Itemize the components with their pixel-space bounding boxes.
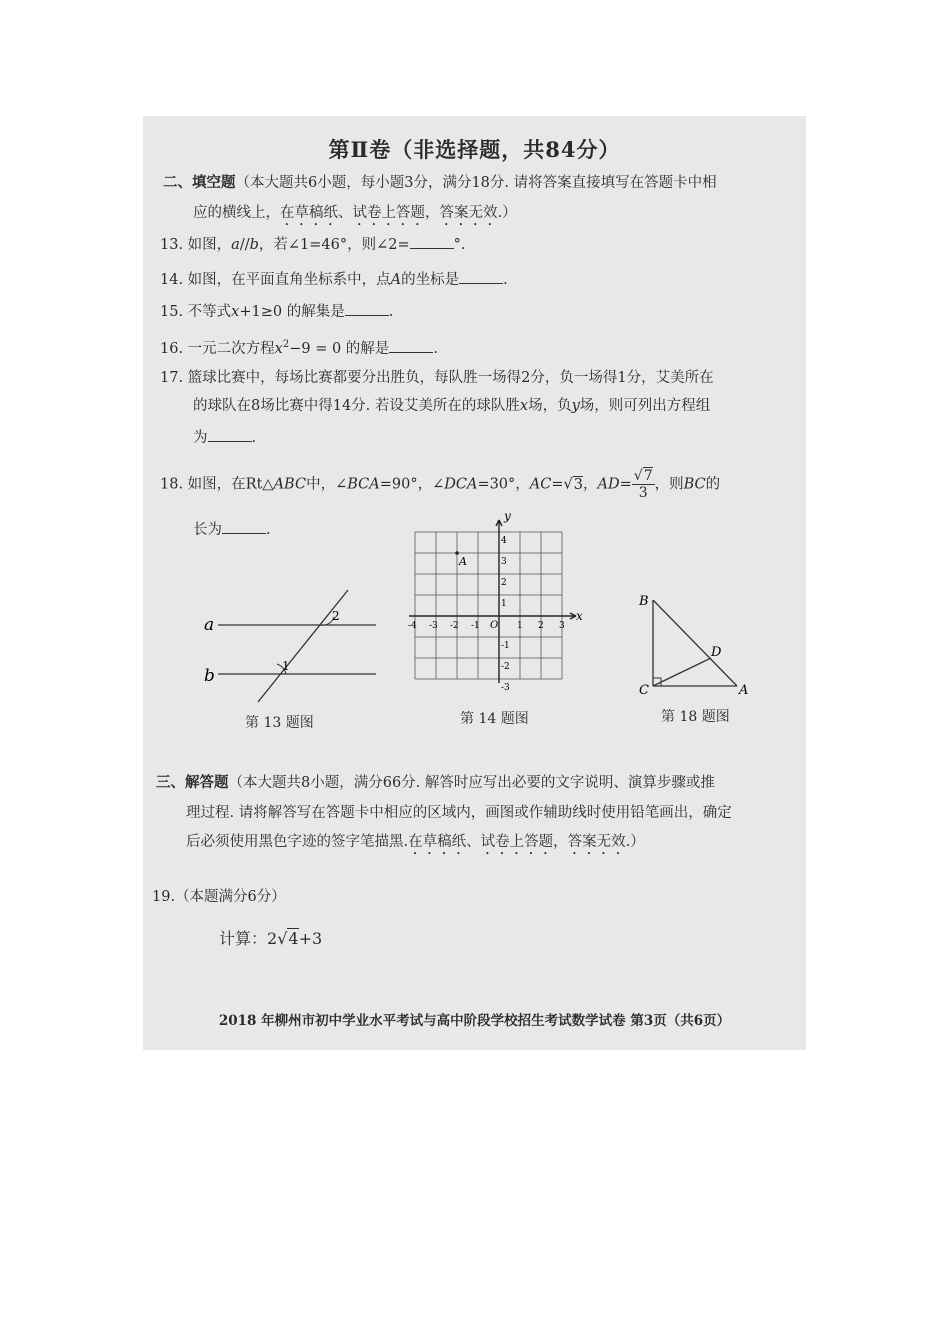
q18-var-bc: BC <box>683 476 706 493</box>
q19-plus: +3 <box>298 929 323 948</box>
q17-line2-a: 的球队在8场比赛中得14分. 若设艾美所在的球队胜 <box>193 398 520 414</box>
figure-14 <box>401 509 583 696</box>
q18-text-i: 的 <box>705 476 721 493</box>
y-tick-label: 3 <box>501 557 507 567</box>
vertex-a-label: A <box>739 683 749 698</box>
q18-text-b: 中，∠ <box>306 476 348 493</box>
x-tick-label: 2 <box>538 621 544 631</box>
question-14 <box>160 269 508 289</box>
q18-text-h: ，则 <box>654 476 684 493</box>
q17-answer-blank <box>208 427 252 442</box>
q13-text: 如图， <box>187 237 232 253</box>
q17-line1: 篮球比赛中，每场比赛都要分出胜负，每队胜一场得2分，负一场得1分，艾美所在 <box>187 370 714 386</box>
x-tick-label: 1 <box>517 621 523 631</box>
paper-title: 第Ⅱ卷（非选择题，共84分） <box>328 137 621 162</box>
x-tick-label: -2 <box>450 621 459 631</box>
q17-line2-b: 场，负 <box>528 398 572 414</box>
section2-note-line1: （本大题共6小题，每小题3分，满分18分. 请将答案直接填写在答题卡中相 <box>235 175 717 191</box>
x-axis <box>409 613 576 619</box>
point-d-label: D <box>711 645 722 660</box>
q14-text-end: 的坐标是 <box>401 272 460 288</box>
q18-text-a: 如图，在Rt△ <box>187 476 274 493</box>
question-19-expression: 计算：2√4+3 <box>219 929 323 948</box>
q18-line2: 长为 <box>193 522 222 538</box>
q13-var-a: a <box>231 237 240 253</box>
question-16 <box>160 336 438 358</box>
note-dotted: 在草稿纸、试卷上答题，答案无效 <box>280 205 498 221</box>
q18-tail: . <box>266 522 271 538</box>
q13-number: 13. <box>160 237 184 253</box>
q18-frac-den: 3 <box>638 485 648 501</box>
label-1: 1 <box>282 659 290 673</box>
section3-line3 <box>186 833 645 858</box>
y-tick-label: 4 <box>501 536 507 546</box>
q15-text-b: +1≥0 的解集是 <box>239 304 345 320</box>
q18-var-ad: AD <box>597 476 620 493</box>
y-tick-label: 2 <box>501 578 507 588</box>
label-2: 2 <box>332 609 340 623</box>
vertex-b-label: B <box>639 594 649 609</box>
label-b: b <box>204 666 215 686</box>
q18-frac-num: 7 <box>643 468 653 484</box>
section3-note-dotted: 在草稿纸、试卷上答题，答案无效 <box>408 834 626 850</box>
question-18: 18. 如图，在Rt△ABC中，∠BCA=90°，∠DCA=30°，AC=√3，AD= $\frac{√7}{3}$ ，则BC的 <box>160 468 721 501</box>
question-18-line2 <box>193 519 271 539</box>
section2-note-line2 <box>193 204 517 229</box>
q15-number: 15. <box>160 304 184 320</box>
q18-fraction: $\frac{√7}{3}$ <box>633 468 653 501</box>
q14-number: 14. <box>160 272 184 288</box>
section3-note-line1: （本大题共8小题，满分66分. 解答时应写出必要的文字说明、演算步骤或推 <box>228 775 715 791</box>
q19-note: （本题满分6分） <box>175 889 286 905</box>
question-17-line1 <box>160 369 714 387</box>
section2-header <box>163 174 717 192</box>
section3-note-plain: 后必须使用黑色字迹的签字笔描黑. <box>186 834 409 850</box>
origin-label: O <box>490 620 499 631</box>
section3-note-end: .） <box>625 834 645 850</box>
note-end: .） <box>497 205 517 221</box>
q18-text-c: =90°，∠ <box>379 476 445 493</box>
transversal <box>258 590 348 702</box>
vertex-c-label: C <box>639 683 649 698</box>
point-a-label: A <box>459 555 467 568</box>
question-13 <box>160 234 466 254</box>
figure-13-caption: 第 13 题图 <box>245 715 314 731</box>
figure-14-caption: 第 14 题图 <box>460 711 529 727</box>
y-axis-label: y <box>504 509 511 523</box>
q14-var: A <box>390 272 402 288</box>
question-19-header <box>152 888 286 906</box>
figure-13 <box>198 566 383 706</box>
q14-text: 如图，在平面直角坐标系中，点 <box>187 272 391 288</box>
grid <box>415 532 562 679</box>
tick-labels <box>408 536 565 693</box>
q15-answer-blank <box>345 301 389 316</box>
y-tick-label: -3 <box>501 683 510 693</box>
q16-tail: . <box>433 340 438 357</box>
q18-var-abc: ABC <box>273 476 307 493</box>
q13-var-b: b <box>249 237 259 253</box>
q17-line2-c: 场，则可列出方程组 <box>579 398 711 414</box>
q18-text-f: ， <box>583 476 598 493</box>
q17-line3: 为 <box>193 430 208 446</box>
q14-tail: . <box>503 272 508 288</box>
section2-heading: 二、填空题 <box>163 174 236 191</box>
q18-var-dca: DCA <box>444 476 478 493</box>
section3-line2: 理过程. 请将解答写在答题卡中相应的区域内，画图或作辅助线时使用铅笔画出，确定 <box>186 805 732 821</box>
q18-text-d: =30°， <box>477 476 530 493</box>
question-17-line2 <box>193 397 710 415</box>
q17-var-y: y <box>571 398 580 414</box>
q18-var-ac: AC <box>529 476 552 493</box>
x-tick-label: -4 <box>408 621 417 631</box>
q13-condition: ，若∠1=46°，则∠2= <box>258 237 410 253</box>
q17-tail: . <box>251 430 257 446</box>
x-axis-label: x <box>576 609 583 623</box>
q15-var: x <box>231 304 240 320</box>
q16-answer-blank <box>389 338 433 353</box>
q17-number: 17. <box>160 370 184 386</box>
q19-radicand: 4 <box>288 929 299 948</box>
segment-cd <box>653 658 711 686</box>
q18-var-bca: BCA <box>347 476 380 493</box>
axes <box>409 520 576 683</box>
q17-var-x: x <box>519 398 529 414</box>
q18-text-e: = <box>551 476 564 493</box>
q16-var: x <box>274 340 283 357</box>
x-tick-label: 3 <box>559 621 565 631</box>
q13-end: °. <box>453 237 466 253</box>
q18-answer-blank <box>222 519 266 534</box>
q19-label: 计算： <box>219 929 268 948</box>
section3-line1 <box>156 774 715 792</box>
y-tick-label: 1 <box>501 599 507 609</box>
q13-answer-blank <box>410 234 454 249</box>
q14-answer-blank <box>459 269 503 284</box>
q18-sqrt3: 3 <box>573 476 584 493</box>
q18-number: 18. <box>160 476 184 493</box>
figure-18-caption: 第 18 题图 <box>661 709 730 725</box>
q13-parallel: // <box>239 237 250 253</box>
q19-coef: 2 <box>267 929 278 948</box>
y-tick-label: -1 <box>501 641 510 651</box>
section3-heading: 三、解答题 <box>156 774 229 791</box>
q19-number: 19. <box>152 889 176 905</box>
q16-text-a: 一元二次方程 <box>187 340 275 357</box>
page-footer: 2018 年柳州市初中学业水平考试与高中阶段学校招生考试数学试卷 第3页（共6页） <box>218 1013 731 1029</box>
question-17-line3 <box>193 427 256 447</box>
q16-text-b: −9 = 0 的解是 <box>289 340 390 357</box>
q15-text-a: 不等式 <box>187 304 232 320</box>
question-15 <box>160 301 393 321</box>
figure-18 <box>631 588 761 698</box>
q16-exponent: 2 <box>282 339 290 350</box>
exam-page <box>143 116 806 1050</box>
q15-tail: . <box>388 304 394 320</box>
q16-number: 16. <box>160 340 184 357</box>
y-tick-label: -2 <box>501 662 510 672</box>
note-plain: 应的横线上， <box>193 205 280 221</box>
side-ba <box>653 600 737 686</box>
x-tick-label: -1 <box>471 621 480 631</box>
q18-text-g: = <box>619 476 632 493</box>
x-tick-label: -3 <box>429 621 438 631</box>
label-a: a <box>204 615 215 635</box>
